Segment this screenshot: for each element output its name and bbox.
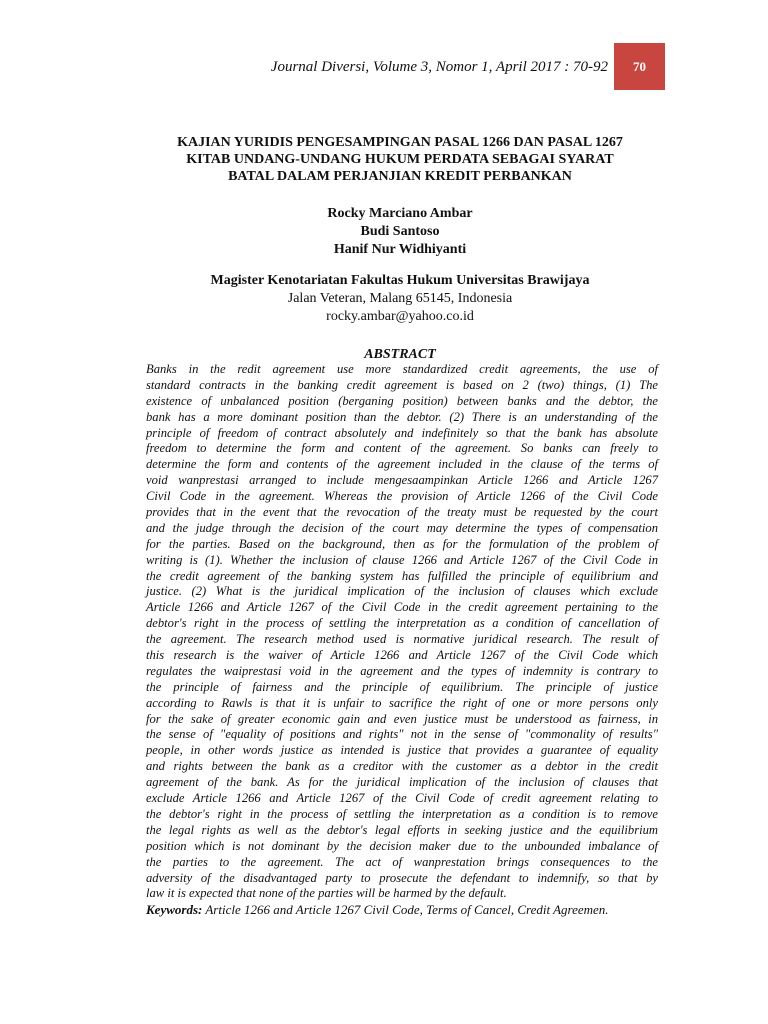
institution-name: Magister Kenotariatan Fakultas Hukum Universitas Brawijaya (210, 273, 590, 288)
abstract-line: law it is expected that none of the parties will be harmed by the default. (146, 886, 507, 901)
abstract-line: for the parties. Based on the background, then as for the formulation of the problem of (146, 536, 658, 551)
abstract-line: exclude Article 1266 and Article 1267 of the Civil Code of credit agreement relating to (146, 791, 658, 806)
abstract-line: Article 1266 and Article 1267 of the Civil Code in the credit agreement pertaining to the (146, 600, 658, 615)
author-list (150, 205, 650, 259)
abstract-line: regulates the waiprestasi void in the agreement and the types of indemnity is contrary to (146, 663, 658, 678)
abstract-line: the debtor's right in the process of settling the interpretation as a condition is to remove (146, 806, 658, 821)
abstract-line: the legal rights as well as the debtor's legal efforts in seeking justice and the equilibrium (146, 822, 658, 837)
abstract-line: determine the form and contents of the agreement included in the clause of the terms of (146, 457, 658, 472)
abstract-line: Civil Code in the agreement. Whereas the provision of Article 1266 of the Civil Code (146, 489, 658, 504)
abstract-body (146, 362, 658, 902)
author-email: rocky.ambar@yahoo.co.id (326, 309, 474, 324)
title-line: KAJIAN YURIDIS PENGESAMPINGAN PASAL 1266 DAN PASAL 1267 (177, 135, 623, 150)
abstract-line: existence of unbalanced position (berganing position) between banks and the debtor, the (146, 393, 658, 408)
abstract-heading: ABSTRACT (364, 347, 436, 362)
abstract-line: for the sake of greater economic gain and even justice must be understood as fairness, in (146, 711, 658, 726)
abstract-line: position which is not dominant by the decision maker due to the unbounded imbalance of (146, 838, 658, 853)
keywords-text: Article 1266 and Article 1267 Civil Code, Terms of Cancel, Credit Agreemen. (202, 902, 609, 917)
abstract-line: adversity of the disadvantaged party to prosecute the defendant to indemnify, so that by (146, 870, 658, 885)
author-name: Rocky Marciano Ambar (327, 206, 473, 221)
abstract-line: freedom to determine the form and content of the agreement. So banks can freely to (146, 441, 658, 456)
abstract-line: standard contracts in the banking credit agreement is based on 2 (two) things, (1) The (146, 377, 658, 392)
author-name: Budi Santoso (360, 224, 440, 239)
abstract-line: bank has a more dominant position than the debtor. (2) There is an understanding of the (146, 409, 658, 424)
abstract-line: debtor's right in the process of settling the interpretation as a condition of cancellation of (146, 616, 658, 631)
abstract-line: justice. (2) What is the juridical implication of the inclusion of clauses which exclude (146, 584, 658, 599)
abstract-line: people, in other words justice as intended is justice that provides a guarantee of equality (146, 743, 658, 758)
abstract-line: the parties to the agreement. The act of wanprestation brings consequences to the (146, 854, 658, 869)
abstract-line: the agreement. The research method used is normative juridical research. The result of (146, 632, 658, 647)
keywords-line (146, 901, 666, 919)
abstract-line: the sense of "equality of positions and rights" not in the sense of "commonality of results" (146, 727, 658, 742)
abstract-line: provides that in the event that the revocation of the treaty must be requested by the court (146, 505, 658, 520)
abstract-line: this research is the waiver of Article 1266 and Article 1267 of the Civil Code which (146, 648, 658, 663)
abstract-line: the principle of fairness and the principle of equilibrium. The principle of justice (146, 679, 658, 694)
page-number: 70 (633, 58, 646, 74)
institution-address: Jalan Veteran, Malang 65145, Indonesia (287, 291, 513, 306)
abstract-line: and the judge through the decision of the court may determine the types of compensation (146, 520, 658, 535)
abstract-line: the credit agreement of the banking system has fulfilled the principle of equilibrium and (146, 568, 658, 583)
abstract-line: Banks in the redit agreement use more standardized credit agreements, the use of (146, 362, 658, 376)
abstract-line: writing is (1). Whether the inclusion of clause 1266 and Article 1267 of the Civil Code in (146, 552, 658, 567)
abstract-line: according to Rawls is that it is unfair to sacrifice the right of one or more persons only (146, 695, 658, 710)
page-number-badge (614, 43, 665, 90)
abstract-line: principle of freedom of contract absolutely and indefinitely so that the bank has absolute (146, 425, 658, 440)
keywords-label: Keywords: (146, 902, 203, 917)
abstract-line: void wanprestasi arranged to include mengesaampinkan Article 1266 and Article 1267 (146, 473, 658, 488)
author-name: Hanif Nur Widhiyanti (333, 242, 467, 257)
title-line: BATAL DALAM PERJANJIAN KREDIT PERBANKAN (228, 169, 572, 184)
paper-title (120, 134, 680, 185)
journal-citation: Journal Diversi, Volume 3, Nomor 1, April 2017 : 70-92 (270, 59, 608, 75)
affiliation-block (120, 272, 680, 326)
abstract-line: and rights between the bank as a creditor with the customer as a debtor in the credit (146, 759, 658, 774)
title-line: KITAB UNDANG-UNDANG HUKUM PERDATA SEBAGAI SYARAT (186, 152, 614, 167)
abstract-line: agreement of the bank. As for the juridical implication of the inclusion of clauses that (146, 775, 658, 790)
